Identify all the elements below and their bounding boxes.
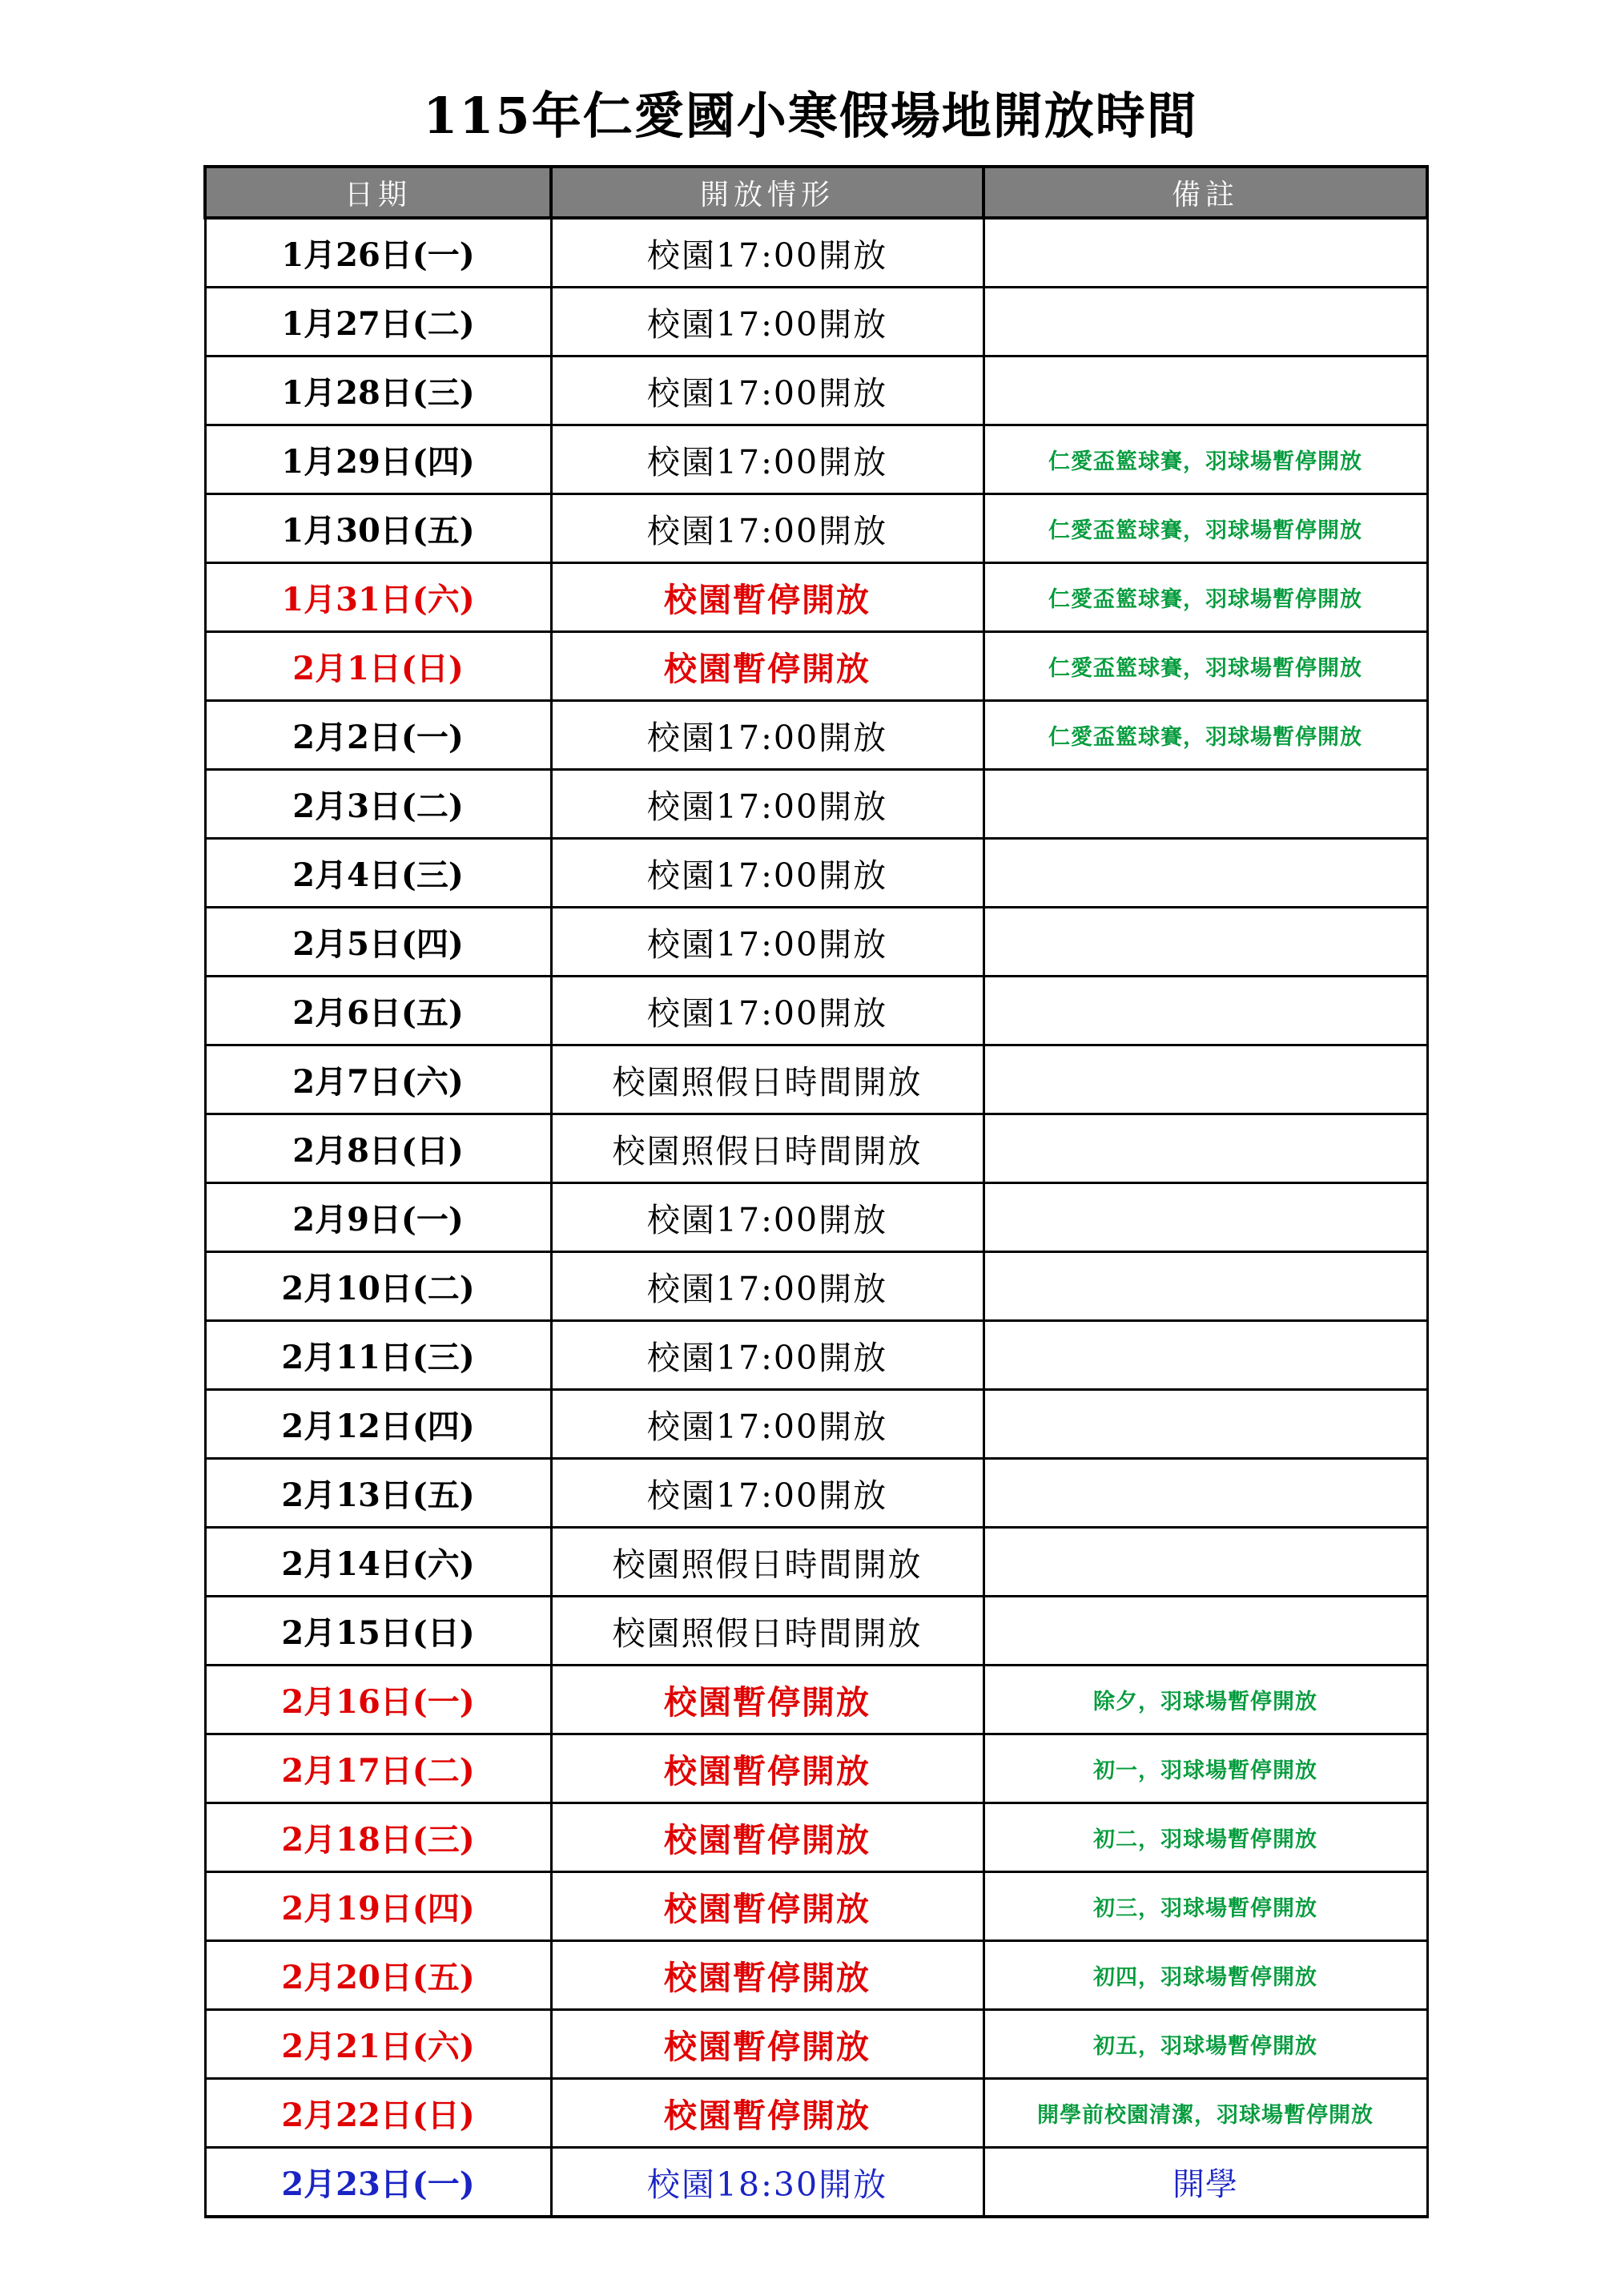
- note-cell: 初一，羽球場暫停開放: [983, 1734, 1427, 1803]
- note-cell: [983, 1597, 1427, 1666]
- date-cell: 2月4日(三): [205, 839, 551, 908]
- header-note: 備註: [983, 167, 1427, 218]
- date-cell: 2月2日(一): [205, 701, 551, 770]
- table-row: [205, 1941, 1427, 2010]
- table-row: [205, 1390, 1427, 1459]
- note-cell: [983, 1528, 1427, 1597]
- status-cell: 校園17:00開放: [551, 770, 983, 839]
- table-row: [205, 2010, 1427, 2079]
- status-cell: 校園17:00開放: [551, 1183, 983, 1252]
- table-row: [205, 2148, 1427, 2217]
- date-cell: 2月23日(一): [205, 2148, 551, 2217]
- date-cell: 1月31日(六): [205, 563, 551, 632]
- date-cell: 2月18日(三): [205, 1803, 551, 1872]
- status-cell: 校園照假日時間開放: [551, 1597, 983, 1666]
- table-row: [205, 425, 1427, 494]
- table-header: [205, 167, 1427, 218]
- note-cell: [983, 356, 1427, 425]
- date-cell: 1月26日(一): [205, 218, 551, 288]
- date-cell: 1月28日(三): [205, 356, 551, 425]
- status-cell: 校園17:00開放: [551, 494, 983, 563]
- table-row: [205, 1666, 1427, 1734]
- header-row: [205, 167, 1427, 218]
- table-row: [205, 1114, 1427, 1183]
- status-cell: 校園17:00開放: [551, 288, 983, 356]
- note-cell: 開學前校園清潔，羽球場暫停開放: [983, 2079, 1427, 2148]
- note-cell: 初二，羽球場暫停開放: [983, 1803, 1427, 1872]
- status-cell: 校園暫停開放: [551, 1872, 983, 1941]
- date-cell: 2月22日(日): [205, 2079, 551, 2148]
- table-row: [205, 1183, 1427, 1252]
- note-cell: [983, 977, 1427, 1045]
- status-cell: 校園暫停開放: [551, 2079, 983, 2148]
- table-row: [205, 908, 1427, 977]
- status-cell: 校園暫停開放: [551, 632, 983, 701]
- status-cell: 校園17:00開放: [551, 356, 983, 425]
- date-cell: 2月16日(一): [205, 1666, 551, 1734]
- date-cell: 2月19日(四): [205, 1872, 551, 1941]
- date-cell: 1月29日(四): [205, 425, 551, 494]
- status-cell: 校園17:00開放: [551, 1390, 983, 1459]
- date-cell: 2月17日(二): [205, 1734, 551, 1803]
- date-cell: 2月13日(五): [205, 1459, 551, 1528]
- note-cell: [983, 770, 1427, 839]
- status-cell: 校園照假日時間開放: [551, 1528, 983, 1597]
- table-row: [205, 701, 1427, 770]
- note-cell: [983, 1390, 1427, 1459]
- date-cell: 2月21日(六): [205, 2010, 551, 2079]
- table-row: [205, 1459, 1427, 1528]
- table-row: [205, 1045, 1427, 1114]
- table-row: [205, 288, 1427, 356]
- note-cell: 仁愛盃籃球賽，羽球場暫停開放: [983, 425, 1427, 494]
- table-row: [205, 1803, 1427, 1872]
- status-cell: 校園17:00開放: [551, 1321, 983, 1390]
- note-cell: 仁愛盃籃球賽，羽球場暫停開放: [983, 632, 1427, 701]
- date-cell: 2月7日(六): [205, 1045, 551, 1114]
- status-cell: 校園17:00開放: [551, 218, 983, 288]
- date-cell: 2月12日(四): [205, 1390, 551, 1459]
- status-cell: 校園17:00開放: [551, 977, 983, 1045]
- table-row: [205, 1252, 1427, 1321]
- table-row: [205, 1872, 1427, 1941]
- date-cell: 2月10日(二): [205, 1252, 551, 1321]
- status-cell: 校園暫停開放: [551, 1734, 983, 1803]
- note-cell: 除夕，羽球場暫停開放: [983, 1666, 1427, 1734]
- status-cell: 校園照假日時間開放: [551, 1045, 983, 1114]
- date-cell: 2月20日(五): [205, 1941, 551, 2010]
- table-row: [205, 2079, 1427, 2148]
- note-cell: 初三，羽球場暫停開放: [983, 1872, 1427, 1941]
- table-row: [205, 1321, 1427, 1390]
- status-cell: 校園暫停開放: [551, 2010, 983, 2079]
- note-cell: [983, 1252, 1427, 1321]
- note-cell: 仁愛盃籃球賽，羽球場暫停開放: [983, 494, 1427, 563]
- date-cell: 2月11日(三): [205, 1321, 551, 1390]
- page-title: 115年仁愛國小寒假場地開放時間: [423, 87, 1198, 145]
- note-cell: [983, 218, 1427, 288]
- schedule-table: [203, 165, 1429, 2218]
- date-cell: 2月6日(五): [205, 977, 551, 1045]
- note-cell: [983, 908, 1427, 977]
- table-row: [205, 770, 1427, 839]
- table-row: [205, 977, 1427, 1045]
- table-row: [205, 356, 1427, 425]
- note-cell: [983, 1183, 1427, 1252]
- date-cell: 2月3日(二): [205, 770, 551, 839]
- table-row: [205, 218, 1427, 288]
- note-cell: 初五，羽球場暫停開放: [983, 2010, 1427, 2079]
- date-cell: 2月5日(四): [205, 908, 551, 977]
- note-cell: [983, 1045, 1427, 1114]
- note-cell: [983, 1321, 1427, 1390]
- table-row: [205, 1597, 1427, 1666]
- note-cell: [983, 1114, 1427, 1183]
- date-cell: 2月14日(六): [205, 1528, 551, 1597]
- table-body: [205, 218, 1427, 2217]
- status-cell: 校園17:00開放: [551, 1252, 983, 1321]
- status-cell: 校園暫停開放: [551, 1941, 983, 2010]
- date-cell: 2月1日(日): [205, 632, 551, 701]
- note-cell: 開學: [983, 2148, 1427, 2217]
- table-row: [205, 839, 1427, 908]
- note-cell: 仁愛盃籃球賽，羽球場暫停開放: [983, 563, 1427, 632]
- status-cell: 校園暫停開放: [551, 1666, 983, 1734]
- status-cell: 校園暫停開放: [551, 1803, 983, 1872]
- status-cell: 校園18:30開放: [551, 2148, 983, 2217]
- header-date: 日期: [205, 167, 551, 218]
- table-row: [205, 632, 1427, 701]
- table-row: [205, 494, 1427, 563]
- date-cell: 2月15日(日): [205, 1597, 551, 1666]
- status-cell: 校園17:00開放: [551, 908, 983, 977]
- date-cell: 2月8日(日): [205, 1114, 551, 1183]
- note-cell: 仁愛盃籃球賽，羽球場暫停開放: [983, 701, 1427, 770]
- table-row: [205, 1734, 1427, 1803]
- date-cell: 1月27日(二): [205, 288, 551, 356]
- note-cell: [983, 288, 1427, 356]
- note-cell: 初四，羽球場暫停開放: [983, 1941, 1427, 2010]
- status-cell: 校園17:00開放: [551, 1459, 983, 1528]
- note-cell: [983, 1459, 1427, 1528]
- note-cell: [983, 839, 1427, 908]
- date-cell: 1月30日(五): [205, 494, 551, 563]
- header-status: 開放情形: [551, 167, 983, 218]
- status-cell: 校園照假日時間開放: [551, 1114, 983, 1183]
- status-cell: 校園17:00開放: [551, 425, 983, 494]
- status-cell: 校園17:00開放: [551, 839, 983, 908]
- date-cell: 2月9日(一): [205, 1183, 551, 1252]
- table-row: [205, 1528, 1427, 1597]
- status-cell: 校園暫停開放: [551, 563, 983, 632]
- status-cell: 校園17:00開放: [551, 701, 983, 770]
- table-row: [205, 563, 1427, 632]
